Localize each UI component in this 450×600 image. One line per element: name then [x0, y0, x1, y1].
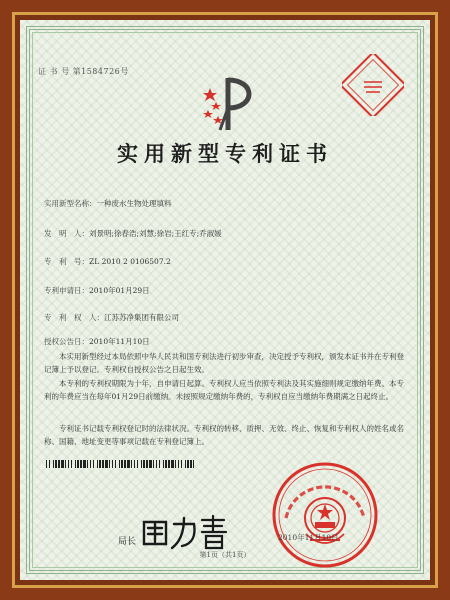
field-utility-name — [44, 198, 172, 209]
field-value: ZL 2010 2 0106507.2 — [89, 257, 171, 266]
field-label: 授权公告日： — [44, 337, 89, 346]
field-patentee — [44, 312, 179, 323]
field-value: 一种废水生物处理填料 — [96, 199, 172, 208]
field-label: 实用新型名称： — [44, 199, 97, 208]
field-grant-date — [44, 336, 150, 347]
paragraph-register: 专利证书记载专利权登记时的法律状况。专利权的转移、质押、无效、终止、恢复和专利权人的姓名或名称、国籍、地址变更等事项记载在专利登记簿上。 — [44, 424, 404, 446]
field-value: 2010年01月29日 — [89, 286, 150, 295]
certificate-number: 证 书 号 第1584726号 — [38, 67, 129, 76]
field-application-date — [44, 285, 150, 296]
certificate-title: 实用新型专利证书 — [117, 141, 333, 166]
field-value: 2010年11月10日 — [89, 337, 150, 346]
field-patent-number — [44, 256, 171, 267]
barcode-icon — [46, 460, 194, 468]
field-label: 专 利 号： — [44, 257, 89, 266]
sipo-logo-icon — [198, 72, 260, 134]
field-label: 发 明 人： — [44, 229, 89, 238]
field-value: 江苏苏净集团有限公司 — [104, 313, 179, 322]
field-inventors — [44, 228, 222, 239]
signature-icon — [138, 512, 230, 552]
paragraph-grant: 本实用新型经过本局依照中华人民共和国专利法进行初步审查，决定授予专利权，颁发本证书并在专利登记簿上予以登记。专利权自授权公告之日起生效。 — [44, 352, 404, 374]
office-stamp-icon — [342, 54, 404, 116]
certificate-paper — [20, 20, 430, 580]
field-label: 专利申请日： — [44, 286, 89, 295]
director-label: 局长 — [118, 537, 137, 547]
page-number: 第1页（共1页） — [199, 551, 251, 559]
seal-date: 2010年11月10日 — [278, 533, 339, 542]
field-value: 刘景明;徐春浩;刘慧;徐岩;王红专;乔淑媛 — [89, 229, 222, 238]
paragraph-term: 本专利的专利权期限为十年，自申请日起算。专利权人应当依照专利法及其实施细则规定缴纳年费。本专利的年费应当在每年01月29日前缴纳。未按照规定缴纳年费的，专利权自应当缴纳年费期满之日起终止。 — [44, 379, 404, 401]
field-label: 专 利 权 人： — [44, 313, 104, 322]
